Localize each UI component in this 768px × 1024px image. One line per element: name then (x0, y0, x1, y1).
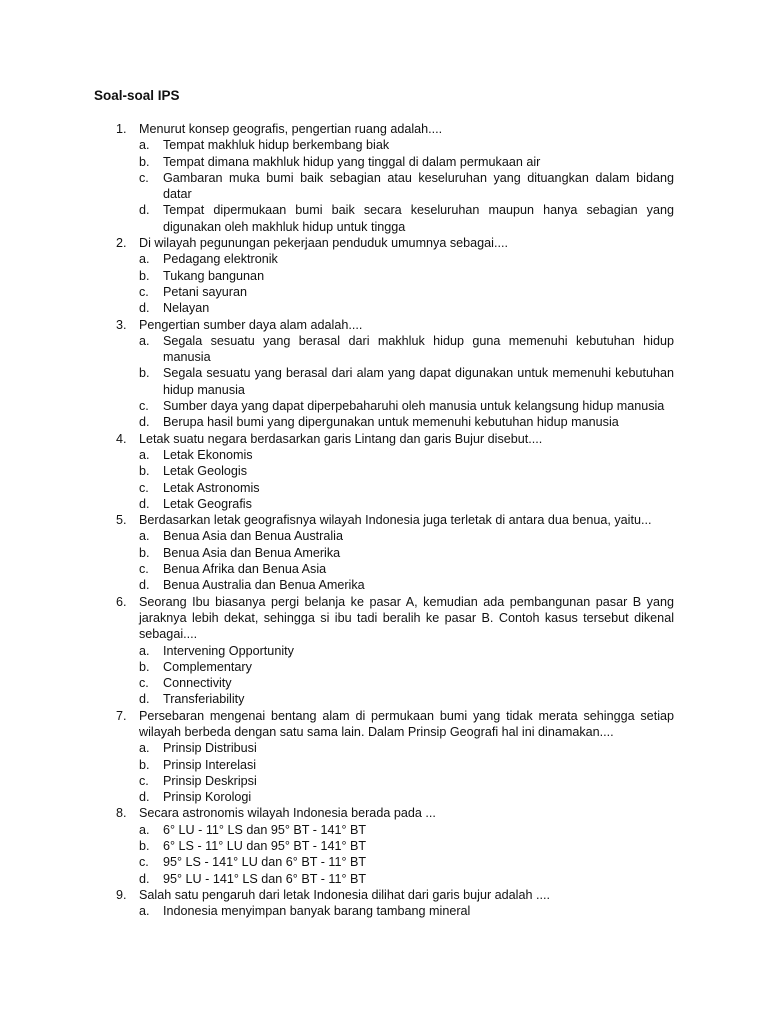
option-text: Nelayan (163, 301, 210, 316)
question-text: Seorang Ibu biasanya pergi belanja ke pasar A, kemudian ada pembangunan pasar B yang jaraknya lebih dekat, sehingga si ibu tadi beralih ke pasar B. Contoh kasus tersebut dikenal sebagai.... (139, 594, 674, 642)
question-item (94, 512, 674, 593)
answer-option (139, 333, 674, 366)
question-number: 7. (116, 708, 127, 723)
option-label: d. (139, 203, 150, 218)
answer-option (139, 903, 674, 919)
option-label: c. (139, 170, 149, 185)
option-label: b. (139, 757, 150, 772)
option-text: Benua Afrika dan Benua Asia (163, 562, 327, 577)
option-label: a. (139, 822, 150, 837)
option-text: Sumber daya yang dapat diperpebaharuhi oleh manusia untuk kelangsung hidup manusia (163, 399, 665, 414)
question-item (94, 121, 674, 235)
answer-option (139, 561, 674, 577)
answer-option (139, 528, 674, 544)
option-label: a. (139, 333, 150, 348)
answer-option (139, 757, 674, 773)
option-text: Benua Australia dan Benua Amerika (163, 578, 365, 593)
answer-option (139, 137, 674, 153)
option-label: d. (139, 578, 150, 593)
answer-option (139, 854, 674, 870)
option-text: Letak Geologis (163, 464, 248, 479)
option-text: Transferiability (163, 692, 245, 707)
answer-option (139, 545, 674, 561)
option-label: c. (139, 855, 149, 870)
option-text: Indonesia menyimpan banyak barang tambang mineral (163, 904, 471, 919)
option-text: Intervening Opportunity (163, 643, 294, 658)
option-label: b. (139, 545, 150, 560)
option-text: Segala sesuatu yang berasal dari alam yang dapat digunakan untuk memenuhi kebutuhan hidup manusia (163, 366, 674, 397)
question-item (94, 805, 674, 886)
option-label: c. (139, 676, 149, 691)
question-number: 9. (116, 887, 127, 902)
question-number: 5. (116, 513, 127, 528)
option-text: Benua Asia dan Benua Australia (163, 529, 343, 544)
answer-option (139, 268, 674, 284)
question-number: 3. (116, 317, 127, 332)
answer-option (139, 773, 674, 789)
option-text: Letak Astronomis (163, 480, 260, 495)
question-text: Persebaran mengenai bentang alam di permukaan bumi yang tidak merata sehingga setiap wilayah berbeda dengan satu sama lain. Dalam Prinsip Geografi hal ini dinamakan.... (139, 708, 674, 739)
option-label: d. (139, 301, 150, 316)
option-text: Segala sesuatu yang berasal dari makhluk hidup guna memenuhi kebutuhan hidup manusia (163, 333, 674, 365)
question-text: Pengertian sumber daya alam adalah.... (139, 317, 363, 332)
answer-option (139, 463, 674, 479)
question-list (94, 121, 674, 920)
question-item (94, 594, 674, 708)
question-item (94, 431, 674, 512)
option-text: Complementary (163, 659, 252, 674)
option-text: Tempat makhluk hidup berkembang biak (163, 138, 390, 153)
answer-option (139, 789, 674, 805)
option-label: a. (139, 529, 150, 544)
option-text: Prinsip Korologi (163, 790, 252, 805)
answer-option (139, 300, 674, 316)
question-number: 8. (116, 806, 127, 821)
answer-option (139, 675, 674, 691)
option-text: 95° LU - 141° LS dan 6° BT - 11° BT (163, 871, 367, 886)
option-text: Berupa hasil bumi yang dipergunakan untuk memenuhi kebutuhan hidup manusia (163, 415, 619, 430)
answer-option (139, 154, 674, 170)
answer-option (139, 414, 674, 430)
answer-option (139, 691, 674, 707)
option-label: b. (139, 154, 150, 169)
question-number: 6. (116, 594, 127, 609)
answer-option (139, 577, 674, 593)
option-text: 6° LS - 11° LU dan 95° BT - 141° BT (163, 839, 367, 854)
option-label: a. (139, 252, 150, 267)
option-text: Letak Ekonomis (163, 447, 253, 462)
option-text: Tempat dimana makhluk hidup yang tinggal di dalam permukaan air (163, 154, 541, 169)
option-text: Petani sayuran (163, 284, 248, 299)
option-label: b. (139, 659, 150, 674)
option-label: a. (139, 643, 150, 658)
answer-option (139, 740, 674, 756)
question-number: 4. (116, 431, 127, 446)
option-label: c. (139, 773, 149, 788)
answer-option (139, 398, 674, 414)
page-title: Soal-soal IPS (94, 88, 180, 103)
option-label: a. (139, 138, 150, 153)
option-text: Gambaran muka bumi baik sebagian atau keseluruhan yang dituangkan dalam bidang datar (163, 170, 674, 202)
option-label: c. (139, 284, 149, 299)
option-text: 6° LU - 11° LS dan 95° BT - 141° BT (163, 822, 367, 837)
option-text: Tukang bangunan (163, 268, 265, 283)
answer-option (139, 871, 674, 887)
question-text: Menurut konsep geografis, pengertian ruang adalah.... (139, 122, 443, 136)
option-text: Tempat dipermukaan bumi baik secara keseluruhan maupun hanya sebagian yang digunakan oleh makhluk hidup untuk tingga (163, 203, 674, 234)
answer-option (139, 838, 674, 854)
option-text: Letak Geografis (163, 496, 252, 511)
answer-option (139, 496, 674, 512)
option-text: Pedagang elektronik (163, 252, 278, 267)
option-text: 95° LS - 141° LU dan 6° BT - 11° BT (163, 855, 367, 870)
question-text: Berdasarkan letak geografisnya wilayah Indonesia juga terletak di antara dua benua, yaitu... (139, 513, 652, 528)
option-label: a. (139, 447, 150, 462)
answer-option (139, 170, 674, 203)
question-text: Secara astronomis wilayah Indonesia berada pada ... (139, 806, 436, 821)
answer-option (139, 447, 674, 463)
answer-option (139, 822, 674, 838)
option-label: d. (139, 790, 150, 805)
option-label: b. (139, 839, 150, 854)
question-item (94, 887, 674, 920)
answer-option (139, 365, 674, 398)
answer-option (139, 659, 674, 675)
option-text: Prinsip Distribusi (163, 741, 257, 756)
option-label: d. (139, 415, 150, 430)
question-text: Letak suatu negara berdasarkan garis Lintang dan garis Bujur disebut.... (139, 431, 543, 446)
option-text: Connectivity (163, 676, 232, 691)
answer-option (139, 251, 674, 267)
answer-option (139, 202, 674, 235)
option-label: b. (139, 268, 150, 283)
question-item (94, 317, 674, 431)
option-label: c. (139, 480, 149, 495)
option-label: a. (139, 741, 150, 756)
option-label: b. (139, 464, 150, 479)
option-label: c. (139, 562, 149, 577)
option-label: b. (139, 366, 150, 381)
answer-option (139, 643, 674, 659)
question-number: 1. (116, 122, 127, 136)
answer-option (139, 480, 674, 496)
option-label: d. (139, 692, 150, 707)
question-number: 2. (116, 236, 127, 251)
option-text: Benua Asia dan Benua Amerika (163, 545, 341, 560)
answer-option (139, 284, 674, 300)
question-item (94, 235, 674, 316)
option-text: Prinsip Deskripsi (163, 773, 257, 788)
option-label: d. (139, 496, 150, 511)
question-item (94, 708, 674, 806)
option-label: a. (139, 904, 150, 919)
question-text: Salah satu pengaruh dari letak Indonesia dilihat dari garis bujur adalah .... (139, 887, 550, 902)
option-label: c. (139, 399, 149, 414)
option-label: d. (139, 871, 150, 886)
question-text: Di wilayah pegunungan pekerjaan penduduk umumnya sebagai.... (139, 236, 508, 251)
option-text: Prinsip Interelasi (163, 757, 257, 772)
